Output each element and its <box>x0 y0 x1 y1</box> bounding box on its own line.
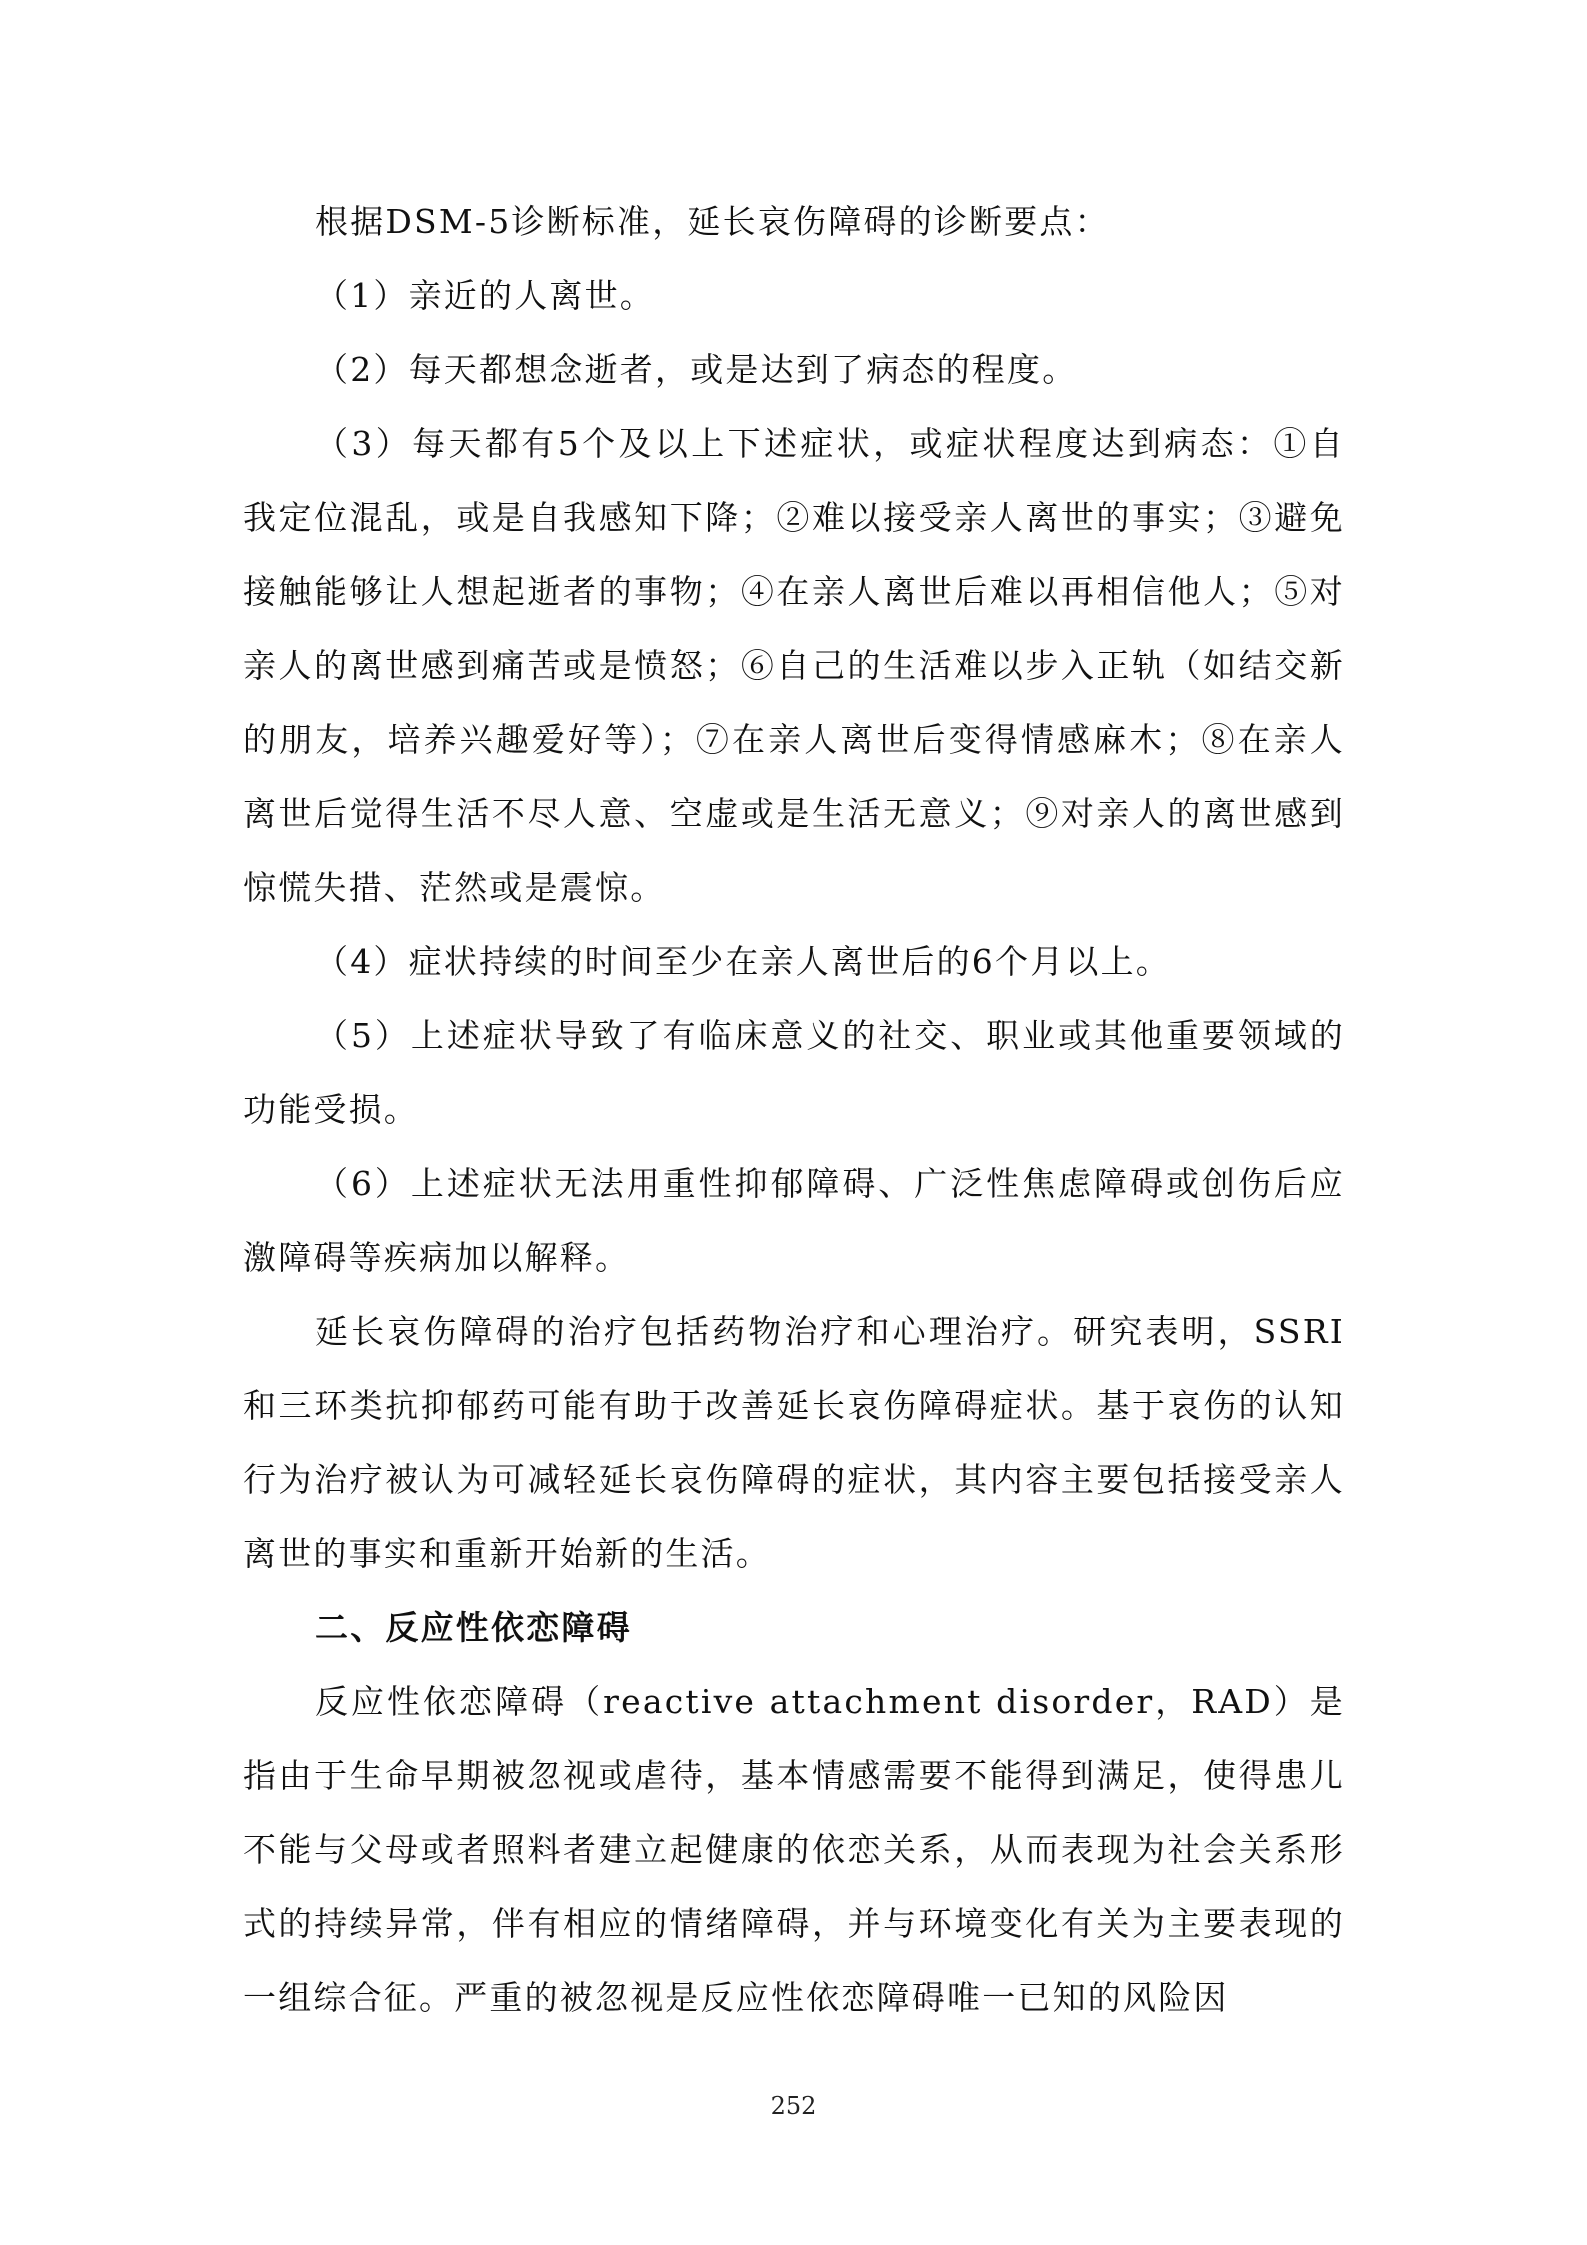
criterion-1: （1）亲近的人离世。 <box>315 276 655 315</box>
criterion-3: （3）每天都有5个及以上下述症状，或症状程度达到病态：①自我定位混乱，或是自我感知下降；②难以接受亲人离世的事实；③避免接触能够让人想起逝者的事物；④在亲人离世后难以再相信他人；⑤对亲人的离世感到痛苦或是愤怒；⑥自己的生活难以步入正轨（如结交新的朋友，培养兴趣爱好等）；⑦在亲人离世后变得情感麻木；⑧在亲人离世后觉得生活不尽人意、空虚或是生活无意义；⑨对亲人的离世感到惊慌失措、茫然或是震惊。 <box>243 424 1345 907</box>
criterion-4: （4）症状持续的时间至少在亲人离世后的6个月以上。 <box>315 942 1171 981</box>
criterion-2: （2）每天都想念逝者，或是达到了病态的程度。 <box>315 350 1078 389</box>
page-number: 252 <box>770 2092 817 2120</box>
paragraph-rad-definition: 反应性依恋障碍（reactive attachment disorder，RAD）是指由于生命早期被忽视或虐待，基本情感需要不能得到满足，使得患儿不能与父母或者照料者建立起健康的依恋关系，从而表现为社会关系形式的持续异常，伴有相应的情绪障碍，并与环境变化有关为主要表现的一组综合征。严重的被忽视是反应性依恋障碍唯一已知的风险因 <box>243 1682 1345 2017</box>
paragraph-dsm5-criteria-intro: 根据DSM-5诊断标准，延长哀伤障碍的诊断要点： <box>315 202 1110 241</box>
paragraph-treatment: 延长哀伤障碍的治疗包括药物治疗和心理治疗。研究表明，SSRI和三环类抗抑郁药可能有助于改善延长哀伤障碍症状。基于哀伤的认知行为治疗被认为可减轻延长哀伤障碍的症状，其内容主要包括接受亲人离世的事实和重新开始新的生活。 <box>243 1312 1345 1573</box>
criterion-6: （6）上述症状无法用重性抑郁障碍、广泛性焦虑障碍或创伤后应激障碍等疾病加以解释。 <box>243 1164 1345 1277</box>
page-body <box>243 185 1345 2035</box>
section-heading: 二、反应性依恋障碍 <box>315 1608 632 1647</box>
criterion-5: （5）上述症状导致了有临床意义的社交、职业或其他重要领域的功能受损。 <box>243 1016 1345 1129</box>
